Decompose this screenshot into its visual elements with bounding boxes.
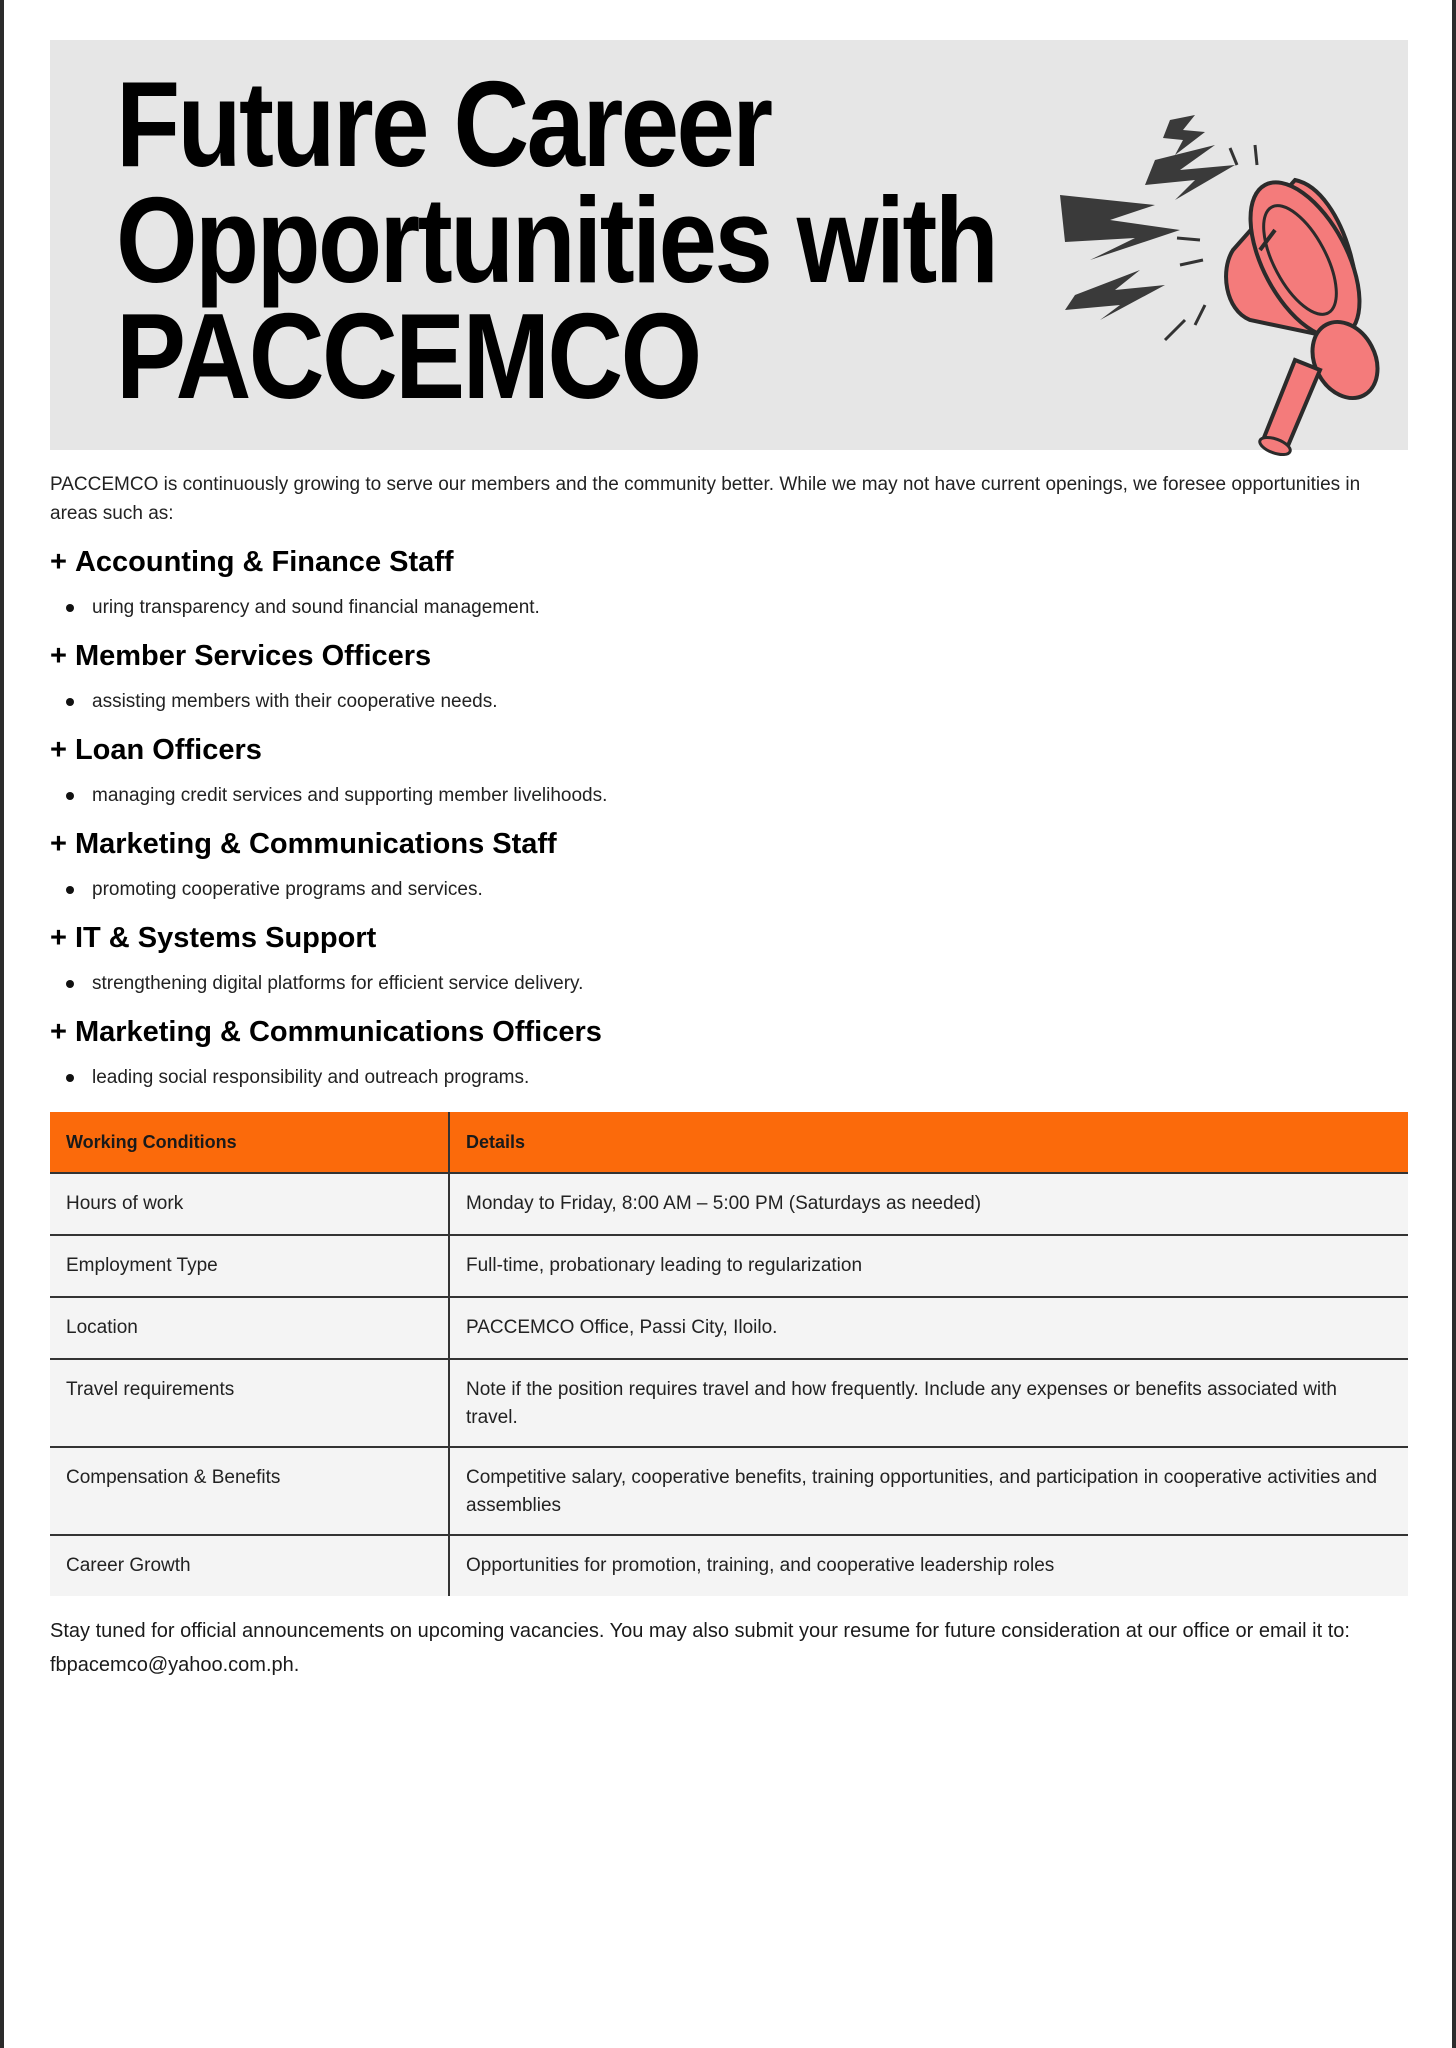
position-section	[50, 826, 1408, 904]
position-title: Loan Officers	[74, 734, 262, 766]
position-description: uring transparency and sound financial management.	[50, 594, 1408, 622]
position-description: strengthening digital platforms for efficient service delivery.	[50, 970, 1408, 998]
position-heading	[50, 544, 1408, 580]
table-row	[50, 1359, 1408, 1447]
table-cell-condition: Career Growth	[50, 1535, 449, 1596]
table-cell-condition: Location	[50, 1297, 449, 1359]
table-cell-condition: Hours of work	[50, 1173, 449, 1235]
position-heading	[50, 1014, 1408, 1050]
plus-icon: +	[50, 734, 67, 766]
table-row	[50, 1447, 1408, 1535]
table-cell-detail: Opportunities for promotion, training, and cooperative leadership roles	[449, 1535, 1408, 1596]
position-title: Marketing & Communications Officers	[74, 1016, 602, 1048]
position-section	[50, 732, 1408, 810]
title-line-1: Future Career	[116, 56, 771, 192]
position-heading	[50, 732, 1408, 768]
plus-icon: +	[50, 828, 67, 860]
position-heading	[50, 920, 1408, 956]
position-section	[50, 638, 1408, 716]
table-header-row	[50, 1112, 1408, 1173]
document-page	[50, 40, 1408, 1682]
table-cell-condition: Compensation & Benefits	[50, 1447, 449, 1535]
table-row	[50, 1297, 1408, 1359]
working-conditions-table	[50, 1112, 1408, 1596]
title-line-2: Opportunities with	[116, 172, 997, 308]
table-cell-detail: PACCEMCO Office, Passi City, Iloilo.	[449, 1297, 1408, 1359]
title-banner	[50, 40, 1408, 450]
position-description: promoting cooperative programs and services.	[50, 876, 1408, 904]
position-description: leading social responsibility and outreach programs.	[50, 1064, 1408, 1092]
table-cell-detail: Note if the position requires travel and how frequently. Include any expenses or benefits associated with travel.	[449, 1359, 1408, 1447]
closing-paragraph: Stay tuned for official announcements on upcoming vacancies. You may also submit your resume for future consideration at our office or email it to: fbpacemco@yahoo.com.ph.	[50, 1620, 1350, 1676]
position-description: managing credit services and supporting member livelihoods.	[50, 782, 1408, 810]
page-title	[116, 56, 997, 424]
position-heading	[50, 826, 1408, 862]
plus-icon: +	[50, 1016, 67, 1048]
table-row	[50, 1235, 1408, 1297]
table-cell-detail: Competitive salary, cooperative benefits, training opportunities, and participation in cooperative activities and assemblies	[449, 1447, 1408, 1535]
page-edge-right	[1452, 0, 1456, 2048]
table-cell-condition: Travel requirements	[50, 1359, 449, 1447]
position-title: Accounting & Finance Staff	[74, 546, 454, 578]
table-row	[50, 1173, 1408, 1235]
plus-icon: +	[50, 640, 67, 672]
table-cell-detail: Full-time, probationary leading to regularization	[449, 1235, 1408, 1297]
plus-icon: +	[50, 922, 67, 954]
title-line-3: PACCEMCO	[116, 288, 700, 424]
intro-paragraph: PACCEMCO is continuously growing to serve our members and the community better. While we may not have current openings, we foresee opportunities in areas such as:	[50, 474, 1361, 524]
table-cell-detail: Monday to Friday, 8:00 AM – 5:00 PM (Saturdays as needed)	[449, 1173, 1408, 1235]
position-section	[50, 544, 1408, 622]
position-description: assisting members with their cooperative needs.	[50, 688, 1408, 716]
position-title: Marketing & Communications Staff	[74, 828, 557, 860]
position-heading	[50, 638, 1408, 674]
table-row	[50, 1535, 1408, 1596]
table-cell-condition: Employment Type	[50, 1235, 449, 1297]
page-edge-left	[0, 0, 4, 2048]
position-title: Member Services Officers	[74, 640, 432, 672]
position-section	[50, 1014, 1408, 1092]
table-header-conditions: Working Conditions	[50, 1112, 449, 1173]
position-section	[50, 920, 1408, 998]
position-title: IT & Systems Support	[74, 922, 377, 954]
megaphone-icon	[1005, 70, 1405, 470]
plus-icon: +	[50, 546, 67, 578]
table-header-details: Details	[449, 1112, 1408, 1173]
